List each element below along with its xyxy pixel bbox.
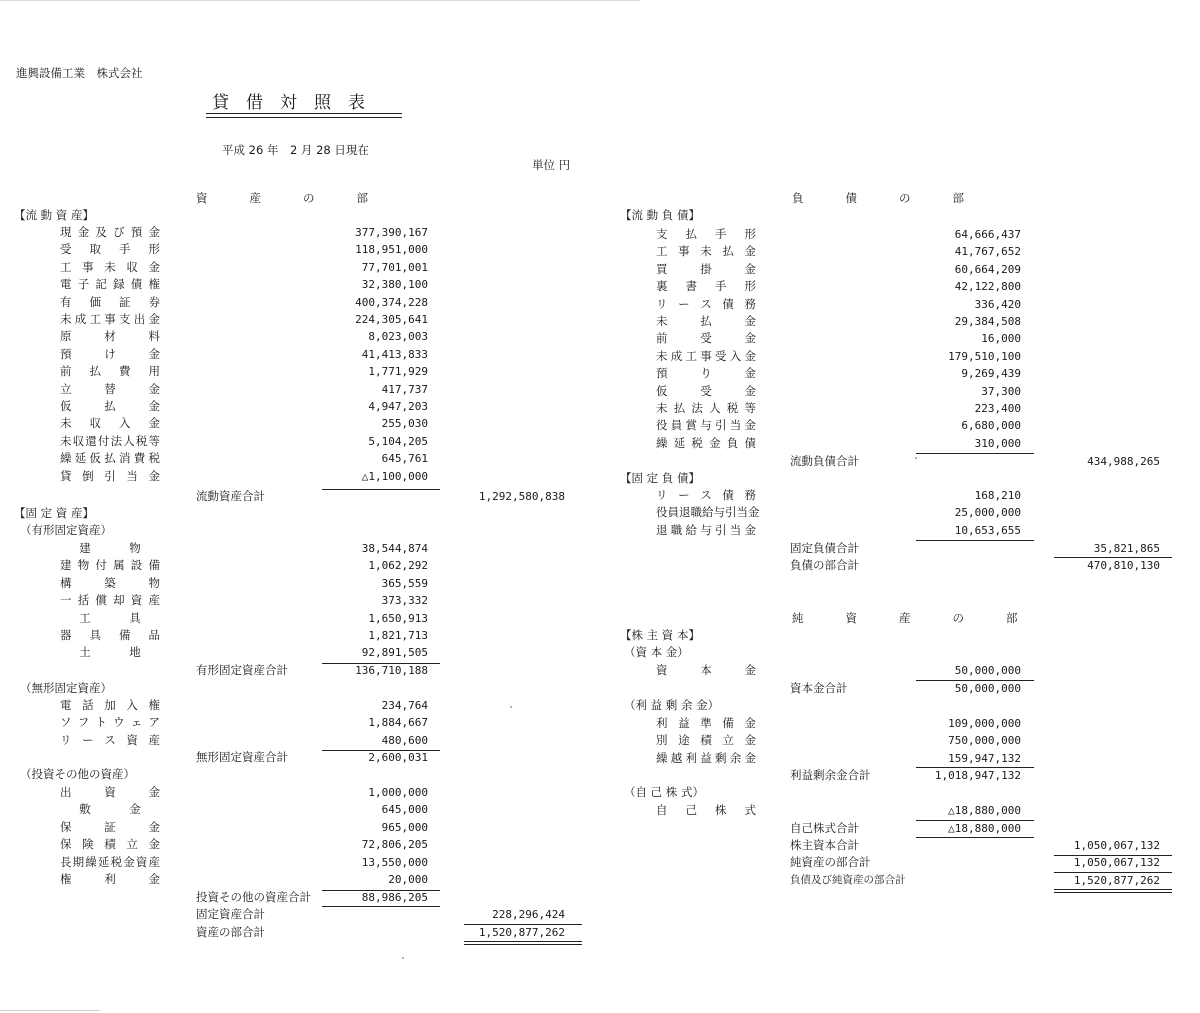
subtotal-value: 88,986,205 <box>361 891 428 904</box>
account-label: 構 築 物 <box>60 575 160 590</box>
intangible-assets-header: （無形固定資産） <box>20 681 112 695</box>
account-value: 168,210 <box>974 489 1021 502</box>
account-value: 42,122,800 <box>954 280 1021 294</box>
account-value: 92,891,505 <box>361 646 428 660</box>
account-value: △1,100,000 <box>361 469 428 483</box>
account-label: 自 己 株 式 <box>656 803 756 817</box>
account-value: 20,000 <box>388 873 428 886</box>
account-label: 資 本 金 <box>656 663 756 677</box>
account-value: 336,420 <box>974 297 1021 311</box>
account-value: 72,806,205 <box>361 838 428 852</box>
account-label: 敷 金 <box>79 802 141 817</box>
account-label: 役 員 賞 与 引 当 金 <box>656 418 756 433</box>
equity-header: 【株 主 資 本】 <box>620 628 700 642</box>
account-label: 未 収 還 付 法 人 税 等 <box>60 433 160 448</box>
account-value: 750,000,000 <box>948 734 1021 748</box>
account-value: 179,510,100 <box>948 349 1021 363</box>
account-value: 38,544,874 <box>361 542 428 555</box>
account-label: 仮 払 金 <box>60 399 160 413</box>
account-label: リ ー ス 債 務 <box>656 488 756 502</box>
account-label: 仮 受 金 <box>656 383 756 398</box>
subtotal-value: 136,710,188 <box>355 664 428 677</box>
tangible-assets-header: （有形固定資産） <box>20 523 112 537</box>
subtotal-label: 無形固定資産合計 <box>196 750 288 764</box>
account-value: 77,701,001 <box>361 260 428 274</box>
account-label: 土 地 <box>79 645 141 660</box>
account-label: 未 成 工 事 支 出 金 <box>60 312 160 326</box>
subtotal-label: 流動負債合計 <box>790 454 859 468</box>
account-label: 有 価 証 券 <box>60 294 160 309</box>
account-label: 器 具 備 品 <box>60 628 160 642</box>
fixed-assets-total-label: 固定資産合計 <box>196 907 265 921</box>
account-value: 965,000 <box>381 820 428 834</box>
shareholders-equity-total-value: 1,050,067,132 <box>1073 839 1160 852</box>
subtotal-value: 1,018,947,132 <box>934 769 1021 782</box>
account-value: 10,653,655 <box>954 523 1021 537</box>
subtotal-value: △18,880,000 <box>948 822 1021 835</box>
subtotal-label: 資本金合計 <box>790 681 848 695</box>
account-value: 373,332 <box>381 594 428 608</box>
subtotal-label: 有形固定資産合計 <box>196 663 288 677</box>
account-value: 417,737 <box>381 382 428 396</box>
account-label: 保 証 金 <box>60 819 160 834</box>
account-label: 一 括 償 却 資 産 <box>60 593 160 608</box>
account-label: 長 期 繰 延 税 金 資 産 <box>60 854 160 869</box>
account-label: 役員退職給与引当金 <box>656 505 760 520</box>
account-label: 利 益 準 備 金 <box>656 716 756 730</box>
account-label: 裏 書 手 形 <box>656 279 756 294</box>
account-label: 支 払 手 形 <box>656 227 756 241</box>
account-label: 未 払 金 <box>656 314 756 328</box>
account-label: 現 金 及 び 預 金 <box>60 225 160 239</box>
assets-fixed-header: 【固 定 資 産】 <box>14 506 94 520</box>
account-label: 工 事 未 収 金 <box>60 259 160 274</box>
account-value: 1,062,292 <box>368 559 428 573</box>
scan-edge-bottom <box>0 1010 100 1011</box>
account-label: 建 物 <box>79 541 141 555</box>
account-value: 37,300 <box>981 384 1021 398</box>
account-label: 立 替 金 <box>60 381 160 396</box>
subtotal-value: 50,000,000 <box>954 682 1021 695</box>
account-label: 別 途 積 立 金 <box>656 733 756 748</box>
account-value: 1,650,913 <box>368 611 428 625</box>
account-label: 原 材 料 <box>60 329 160 344</box>
account-value: 365,559 <box>381 576 428 590</box>
subtotal-label: 自己株式合計 <box>790 821 859 835</box>
account-value: 310,000 <box>974 436 1021 450</box>
net-assets-total-value: 1,050,067,132 <box>1073 856 1160 869</box>
account-value: 41,767,652 <box>954 245 1021 259</box>
scan-speck <box>402 957 404 959</box>
account-label: 買 掛 金 <box>656 261 756 276</box>
subtotal-label: 投資その他の資産合計 <box>196 890 311 904</box>
scan-edge-top <box>0 0 640 1</box>
account-value: 400,374,228 <box>355 295 428 309</box>
account-label: 貸 倒 引 当 金 <box>60 468 160 483</box>
account-value: 224,305,641 <box>355 313 428 326</box>
account-label: 繰 越 利 益 剰 余 金 <box>656 750 756 765</box>
account-value: 109,000,000 <box>948 717 1021 730</box>
capital-header: （資 本 金） <box>624 645 689 659</box>
liabilities-and-equity-total-value: 1,520,877,262 <box>1073 874 1160 887</box>
assets-total-label: 資産の部合計 <box>196 925 265 939</box>
account-value: 29,384,508 <box>954 315 1021 328</box>
account-value: 480,600 <box>381 733 428 747</box>
account-label: 未 収 入 金 <box>60 416 160 431</box>
subtotal-value: 35,821,865 <box>1093 542 1160 555</box>
page-title: 貸借対照表 <box>212 93 382 113</box>
account-value: 645,000 <box>381 803 428 817</box>
account-value: 8,023,003 <box>368 330 428 344</box>
account-value: 223,400 <box>974 402 1021 415</box>
account-value: 1,000,000 <box>368 786 428 799</box>
equity-section-title: 純資産の部 <box>792 611 1060 625</box>
subtotal-value: 2,600,031 <box>368 751 428 764</box>
account-label: 電 子 記 録 債 権 <box>60 277 160 292</box>
account-label: 前 払 費 用 <box>60 364 160 379</box>
account-label: 繰 延 仮 払 消 費 税 <box>60 451 160 466</box>
company-name: 進興設備工業 株式会社 <box>16 66 143 80</box>
liabilities-total-label: 負債の部合計 <box>790 558 859 572</box>
account-label: 保 険 積 立 金 <box>60 837 160 852</box>
investments-header: （投資その他の資産） <box>20 767 135 781</box>
account-value: 234,764 <box>381 699 428 712</box>
shareholders-equity-total-label: 株主資本合計 <box>790 838 859 852</box>
grand-total-rule <box>1054 889 1172 893</box>
account-value: 159,947,132 <box>948 751 1021 765</box>
treasury-stock-header: （自 己 株 式） <box>624 785 704 799</box>
assets-total-value: 1,520,877,262 <box>478 926 565 939</box>
account-label: 退 職 給 与 引 当 金 <box>656 522 756 537</box>
grand-total-rule <box>464 941 582 945</box>
account-label: 受 取 手 形 <box>60 242 160 257</box>
subtotal-label: 流動資産合計 <box>196 489 265 503</box>
subtotal-value: 434,988,265 <box>1087 455 1160 468</box>
account-value: △18,880,000 <box>948 804 1021 817</box>
liabilities-current-header: 【流 動 負 債】 <box>620 208 700 222</box>
account-value: 1,771,929 <box>368 365 428 379</box>
subtotal-label: 固定負債合計 <box>790 541 859 555</box>
account-label: 建 物 付 属 設 備 <box>60 558 160 573</box>
subtotal-label: 利益剰余金合計 <box>790 768 871 782</box>
account-value: 118,951,000 <box>355 243 428 257</box>
scan-speck <box>510 706 512 708</box>
account-label: 工 事 未 払 金 <box>656 244 756 259</box>
account-label: 電 話 加 入 権 <box>60 698 160 712</box>
account-label: リ ー ス 債 務 <box>656 296 756 311</box>
title-underline <box>206 113 402 114</box>
account-label: 未 成 工 事 受 入 金 <box>656 348 756 363</box>
account-label: 出 資 金 <box>60 785 160 799</box>
account-value: 1,884,667 <box>368 716 428 730</box>
account-value: 4,947,203 <box>368 400 428 413</box>
account-label: 前 受 金 <box>656 331 756 346</box>
account-label: 預 り 金 <box>656 366 756 381</box>
account-value: 25,000,000 <box>954 506 1021 520</box>
account-label: 繰 延 税 金 負 債 <box>656 435 756 450</box>
account-label: 未 払 法 人 税 等 <box>656 401 756 415</box>
liabilities-section-title: 負債の部 <box>792 191 1006 205</box>
account-label: ソ フ ト ウ ェ ア <box>60 715 160 730</box>
account-label: 預 け 金 <box>60 346 160 361</box>
account-value: 13,550,000 <box>361 855 428 869</box>
assets-current-header: 【流 動 資 産】 <box>14 208 94 222</box>
account-value: 32,380,100 <box>361 278 428 292</box>
account-label: 工 具 <box>79 610 141 625</box>
retained-earnings-header: （利 益 剰 余 金） <box>624 698 720 712</box>
account-value: 41,413,833 <box>361 347 428 361</box>
title-underline-second <box>206 117 402 118</box>
account-value: 377,390,167 <box>355 226 428 239</box>
account-value: 16,000 <box>981 332 1021 346</box>
account-value: 5,104,205 <box>368 434 428 448</box>
account-value: 50,000,000 <box>954 664 1021 677</box>
scan-speck <box>915 457 917 459</box>
account-value: 645,761 <box>381 452 428 466</box>
account-value: 9,269,439 <box>961 367 1021 381</box>
account-value: 255,030 <box>381 417 428 431</box>
subtotal-value: 1,292,580,838 <box>478 490 565 503</box>
assets-section-title: 資産の部 <box>196 191 410 205</box>
account-value: 60,664,209 <box>954 262 1021 276</box>
statement-date: 平成 26 年 2 月 28 日現在 <box>222 143 369 157</box>
liabilities-fixed-header: 【固 定 負 債】 <box>620 471 700 485</box>
net-assets-total-label: 純資産の部合計 <box>790 855 871 869</box>
account-label: リ ー ス 資 産 <box>60 732 160 747</box>
account-value: 64,666,437 <box>954 228 1021 241</box>
liabilities-total-value: 470,810,130 <box>1087 559 1160 572</box>
account-value: 1,821,713 <box>368 629 428 642</box>
fixed-assets-total-value: 228,296,424 <box>492 908 565 921</box>
liabilities-and-equity-total-label: 負債及び純資産の部合計 <box>790 874 906 886</box>
account-label: 権 利 金 <box>60 872 160 886</box>
account-value: 6,680,000 <box>961 419 1021 433</box>
currency-unit: 単位 円 <box>532 158 571 172</box>
